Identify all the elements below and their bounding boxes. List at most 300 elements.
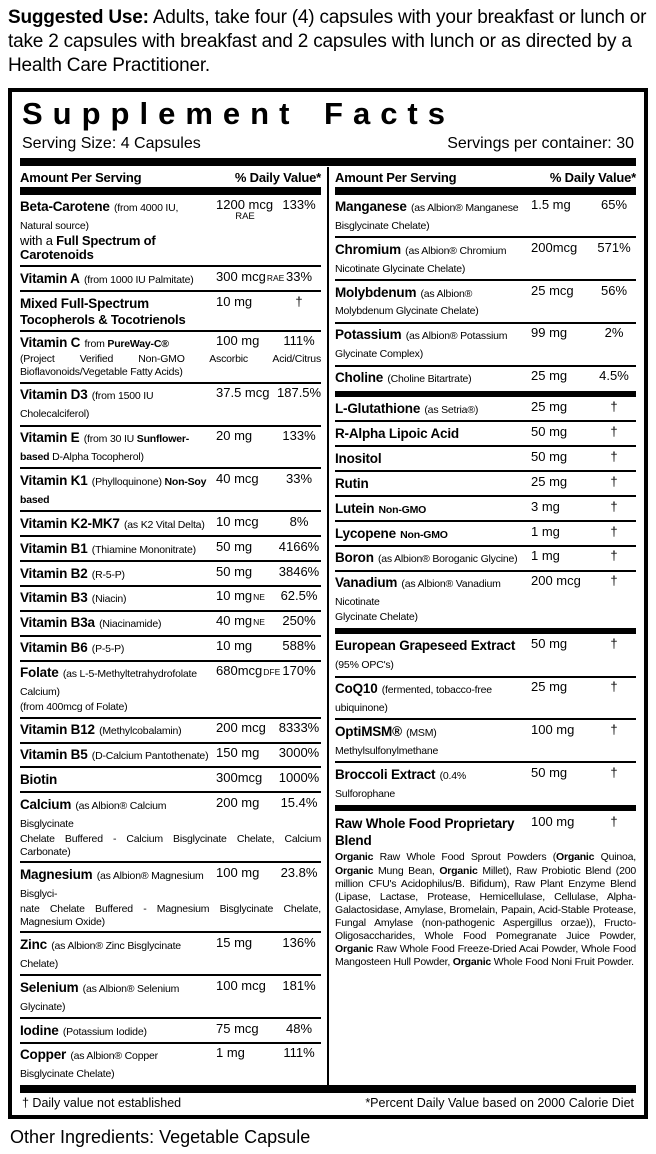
ingredient-amount-cell	[216, 565, 274, 580]
daily-value: †	[610, 523, 618, 539]
ingredient-amount: 50 mg	[531, 448, 568, 464]
ingredient-name: Broccoli Extract	[335, 766, 436, 782]
ingredient-name-cell	[335, 369, 528, 387]
ingredient-row	[335, 445, 636, 470]
ingredient-amount: 100 mg	[216, 333, 260, 349]
ingredient-row	[20, 467, 321, 510]
daily-value: 250%	[282, 613, 316, 629]
ingredient-name-cell	[335, 815, 528, 851]
ingredient-name-line2: Tocopherols & Tocotrienols	[20, 311, 186, 327]
ingredient-note: from PureWay-C®	[84, 338, 169, 351]
ingredient-amount-cell	[216, 334, 274, 349]
ingredient-amount-cell	[216, 589, 274, 604]
daily-value-header: % Daily Value*	[234, 170, 321, 186]
ingredient-name: Vitamin B12	[20, 722, 95, 738]
ingredient-amount-cell	[531, 815, 589, 830]
ingredient-amount: 10 mg	[216, 638, 253, 654]
ingredient-row	[20, 382, 321, 425]
divider-bar-bottom	[20, 1085, 636, 1093]
ingredient-row	[335, 570, 636, 627]
daily-value: 62.5%	[280, 588, 318, 604]
ingredient-note: (as Albion® Magnesium Bisglyci-	[20, 869, 204, 900]
ingredient-amount: 10 mcg	[216, 513, 259, 529]
ingredient-note: Non-GMO	[378, 503, 427, 516]
ingredient-row	[20, 742, 321, 767]
ingredient-amount: 300 mcg	[216, 268, 266, 284]
daily-value: †	[610, 423, 618, 439]
divider-bar-top	[20, 158, 636, 166]
ingredient-amount-cell	[531, 525, 589, 540]
ingredient-name: Vanadium	[335, 575, 398, 591]
ingredient-row	[335, 812, 636, 972]
ingredient-name-cell	[335, 500, 528, 518]
daily-value: 3846%	[278, 563, 320, 579]
daily-value: †	[610, 548, 618, 564]
ingredient-amount: 100 mcg	[216, 977, 266, 993]
ingredient-amount-cell	[531, 637, 589, 652]
ingredient-amount: 300mcg	[216, 769, 263, 785]
ingredient-name-cell	[20, 721, 213, 739]
ingredient-row	[20, 861, 321, 931]
ingredient-amount: 40 mcg	[216, 470, 259, 486]
ingredient-amount: 200 mcg	[216, 720, 266, 736]
left-column-header	[20, 167, 321, 187]
ingredient-amount-cell	[216, 796, 274, 811]
ingredient-name-cell	[335, 425, 528, 443]
daily-value: 8%	[289, 513, 309, 529]
ingredient-name-cell	[20, 771, 213, 789]
ingredient-subnote: Chelate Buffered - Calcium Bisglycinate Chelate, Calcium Carbonate)	[20, 832, 321, 858]
ingredient-name-cell	[20, 1022, 213, 1040]
ingredient-amount: 3 mg	[531, 498, 560, 514]
ingredient-name: Vitamin K2-MK7	[20, 515, 120, 531]
ingredient-amount-cell	[216, 386, 274, 401]
ingredient-amount: 50 mg	[216, 538, 253, 554]
ingredient-note: (Potassium Iodide)	[62, 1025, 147, 1038]
facts-columns	[20, 167, 636, 1084]
ingredient-name: Boron	[335, 550, 374, 566]
ingredient-row	[20, 425, 321, 468]
ingredient-name: Vitamin B1	[20, 540, 88, 556]
ingredient-row	[20, 560, 321, 585]
daily-value: †	[610, 473, 618, 489]
daily-value: 170%	[282, 663, 316, 679]
daily-value: 8333%	[278, 720, 320, 736]
ingredient-name: Selenium	[20, 979, 79, 995]
ingredient-row	[20, 585, 321, 610]
ingredient-row	[20, 510, 321, 535]
ingredient-amount: 25 mcg	[531, 282, 574, 298]
ingredient-row	[20, 1017, 321, 1042]
ingredient-name-cell	[20, 746, 213, 764]
ingredient-name: Potassium	[335, 327, 402, 343]
ingredient-name-cell	[335, 723, 528, 759]
ingredient-note: (as Albion® Potassium Glycinate Complex)	[335, 330, 508, 361]
ingredient-amount-cell	[531, 400, 589, 415]
ingredient-amount-cell	[531, 680, 589, 695]
ingredient-row	[335, 398, 636, 421]
daily-value: †	[610, 764, 618, 780]
ingredient-name-cell	[335, 525, 528, 543]
ingredient-row	[20, 195, 321, 265]
ingredient-amount-cell	[531, 475, 589, 490]
ingredient-amount: 40 mg	[216, 613, 253, 629]
daily-value: †	[610, 399, 618, 415]
daily-value: 136%	[282, 934, 316, 950]
ingredient-name: Folate	[20, 665, 59, 681]
ingredient-note: (Niacinamide)	[99, 618, 162, 631]
right-column-header	[335, 167, 636, 187]
ingredient-note: (Niacin)	[91, 593, 127, 606]
ingredient-name-cell	[335, 326, 528, 362]
suggested-use-label: Suggested Use:	[8, 7, 149, 28]
daily-value: †	[610, 679, 618, 695]
ingredient-name: OptiMSM®	[335, 723, 402, 739]
ingredient-amount-cell	[531, 766, 589, 781]
ingredient-note: (as Albion® Calcium Bisglycinate	[20, 799, 167, 830]
ingredient-amount: 150 mg	[216, 745, 260, 761]
ingredient-note: (Thiamine Mononitrate)	[91, 543, 196, 556]
daily-value: 3000%	[278, 745, 320, 761]
right-column-rows	[335, 195, 636, 972]
ingredient-name-cell	[335, 475, 528, 493]
ingredient-note: (fermented, tobacco-free ubiquinone)	[335, 684, 492, 715]
ingredient-name: Chromium	[335, 241, 401, 257]
ingredient-row	[20, 660, 321, 717]
ingredient-name-cell	[20, 639, 213, 657]
ingredient-name-cell	[20, 664, 213, 700]
ingredient-name-cell	[335, 284, 528, 320]
ingredient-row	[20, 610, 321, 635]
ingredient-name: Vitamin B5	[20, 747, 88, 763]
ingredient-name-cell	[20, 796, 213, 832]
ingredient-name-cell	[20, 979, 213, 1015]
daily-value: 48%	[285, 1020, 313, 1036]
ingredient-amount-cell	[531, 198, 589, 213]
ingredient-name-cell	[20, 515, 213, 533]
ingredient-amount-cell	[531, 723, 589, 738]
ingredient-note: Non-GMO	[400, 528, 448, 541]
ingredient-row	[335, 718, 636, 761]
ingredient-name: Vitamin D3	[20, 387, 88, 403]
ingredient-note: (from 4000 IU, Natural source)	[20, 201, 179, 232]
ingredient-note: (Choline Bitartrate)	[387, 373, 472, 386]
ingredient-name: Vitamin B6	[20, 640, 88, 656]
daily-value-header: % Daily Value*	[549, 170, 636, 186]
ingredient-name: R-Alpha Lipoic Acid	[335, 425, 459, 441]
ingredient-amount-cell	[216, 979, 274, 994]
daily-value: 111%	[283, 1045, 315, 1061]
amount-per-serving-header: Amount Per Serving	[20, 170, 142, 186]
ingredient-subnote: (Project Verified Non-GMO Ascorbic Acid/Citrus Bioflavonoids/Vegetable Fatty Acids)	[20, 353, 321, 379]
ingredient-amount: 10 mg	[216, 588, 253, 604]
daily-value: 1000%	[278, 769, 320, 785]
ingredient-name-cell	[335, 400, 528, 418]
ingredient-amount-cell	[216, 429, 274, 444]
daily-value: 111%	[283, 333, 315, 349]
daily-value: 33%	[285, 470, 313, 486]
ingredient-row	[20, 330, 321, 382]
servings-per-container: Servings per container: 30	[447, 135, 634, 153]
ingredient-note: (95% OPC's)	[335, 659, 394, 672]
ingredient-name: Vitamin B2	[20, 565, 88, 581]
ingredient-row	[20, 535, 321, 560]
ingredient-row	[335, 520, 636, 545]
footnote-dagger: † Daily value not established	[22, 1095, 182, 1110]
ingredient-note: (Phylloquinone) Non-Soy based	[20, 475, 207, 506]
daily-value: 56%	[600, 282, 628, 298]
ingredient-note: (as Albion® Boroganic Glycine)	[378, 553, 518, 566]
daily-value: 33%	[285, 268, 313, 284]
ingredient-amount: 15 mg	[216, 934, 253, 950]
ingredient-row	[20, 766, 321, 791]
daily-value: 181%	[282, 977, 316, 993]
ingredient-amount-cell	[216, 1046, 274, 1061]
ingredient-row	[20, 931, 321, 974]
section-divider-bar	[335, 391, 636, 397]
ingredient-amount: 1.5 mg	[531, 196, 571, 212]
ingredient-amount-cell	[531, 574, 589, 589]
daily-value: 15.4%	[280, 794, 318, 810]
right-column	[329, 167, 636, 1084]
ingredient-note: (as Albion® Selenium Glycinate)	[20, 982, 180, 1013]
ingredient-name-cell	[20, 614, 213, 632]
ingredient-note: (as Albion® Molybdenum Glycinate Chelate)	[335, 287, 479, 318]
ingredient-amount: 1 mg	[531, 523, 560, 539]
ingredient-name: Mixed Full-Spectrum	[20, 295, 149, 311]
ingredient-note: (D-Calcium Pantothenate)	[91, 750, 209, 763]
ingredient-name-cell	[335, 637, 528, 673]
ingredient-amount-cell	[531, 241, 589, 256]
ingredient-amount: 10 mg	[216, 293, 253, 309]
ingredient-name: Vitamin B3a	[20, 615, 95, 631]
footnote-percent-dv: *Percent Daily Value based on 2000 Calorie Diet	[365, 1095, 634, 1110]
ingredient-amount-cell	[216, 663, 281, 679]
daily-value: 571%	[597, 239, 631, 255]
ingredient-row	[335, 470, 636, 495]
daily-value: 133%	[282, 196, 316, 212]
ingredient-amount-cell	[531, 549, 589, 564]
ingredient-note: (as Albion® Manganese Bisglycinate Chelate)	[335, 201, 519, 232]
ingredient-amount-cell	[216, 936, 274, 951]
ingredient-row	[335, 236, 636, 279]
ingredient-name: Lutein	[335, 500, 375, 516]
ingredient-subnote: (from 400mcg of Folate)	[20, 700, 128, 713]
ingredient-subnote: Organic Raw Whole Food Sprout Powders (Organic Quinoa, Organic Mung Bean, Organic Millet), Raw Probiotic Blend (200 million CFU's Acidophilus/B. Bifidum), Raw Plant Enzyme Blend (Lipase, Lactase, Protease, Hemicellulase, Cellulase, Alpha-Galactosidase, Amylase, Bromelain, Papain, Acid-Stable Protease, Fungal Amylase (non-pathogenic Aspergillus orzae)), Fructo-Oligosaccharides, Whole Food Pomegranate Juice Powder, Organic Raw Whole Food Freeze-Dried Acai Powder, Whole Food Mangosteen Hull Powder, Organic Whole Food Noni Fruit Powder.	[335, 851, 636, 969]
daily-value: †	[610, 573, 618, 589]
ingredient-note: (MSM) Methylsulfonylmethane	[335, 726, 439, 757]
ingredient-row	[20, 974, 321, 1017]
ingredient-note: (0.4% Sulforophane	[335, 769, 467, 800]
ingredient-amount: 99 mg	[531, 325, 568, 341]
ingredient-row	[335, 195, 636, 236]
ingredient-subnote: Glycinate Chelate)	[335, 611, 418, 624]
ingredient-amount-cell	[216, 540, 274, 555]
ingredient-name-cell	[335, 241, 528, 277]
amount-unit-suffix: DFE	[263, 667, 281, 678]
ingredient-name-cell	[335, 198, 528, 234]
daily-value: 2%	[604, 325, 624, 341]
daily-value: 4166%	[278, 538, 320, 554]
ingredient-name: Vitamin B3	[20, 590, 88, 606]
ingredient-note: (P-5-P)	[91, 643, 125, 656]
ingredient-amount-cell	[531, 425, 589, 440]
ingredient-row	[335, 495, 636, 520]
ingredient-note: (as K2 Vital Delta)	[123, 518, 205, 531]
ingredient-name-cell	[20, 589, 213, 607]
ingredient-name: Calcium	[20, 796, 72, 812]
ingredient-note: (as Albion® Copper Bisglycinate Chelate)	[20, 1050, 158, 1081]
ingredient-name: Molybdenum	[335, 284, 417, 300]
ingredient-name: Rutin	[335, 475, 369, 491]
ingredient-note: (from 30 IU Sunflower-based D-Alpha Tocopherol)	[20, 433, 190, 464]
ingredient-amount-cell	[531, 500, 589, 515]
amount-unit-suffix: NE	[253, 592, 265, 603]
ingredient-row	[335, 279, 636, 322]
ingredient-name-cell	[20, 866, 213, 902]
ingredient-amount-cell	[216, 771, 274, 786]
ingredient-amount: 20 mg	[216, 428, 253, 444]
ingredient-name-cell	[20, 1046, 213, 1082]
ingredient-amount: 100 mg	[216, 864, 260, 880]
ingredient-name: Vitamin K1	[20, 472, 88, 488]
ingredient-amount-cell	[216, 746, 274, 761]
ingredient-name: Vitamin A	[20, 270, 80, 286]
ingredient-name-cell	[335, 766, 528, 802]
ingredient-name: L-Glutathione	[335, 401, 421, 417]
ingredient-amount: 50 mg	[531, 764, 568, 780]
amount-unit-below: RAE	[235, 211, 255, 223]
daily-value: †	[610, 498, 618, 514]
ingredient-amount-cell	[216, 472, 274, 487]
ingredient-name: Beta-Carotene	[20, 198, 110, 214]
ingredient-subnote: nate Chelate Buffered - Magnesium Bisglycinate Chelate, Magnesium Oxide)	[20, 902, 321, 928]
ingredient-amount-cell	[216, 866, 274, 881]
ingredient-amount-cell	[531, 369, 589, 384]
ingredient-name: Choline	[335, 370, 384, 386]
serving-size: Serving Size: 4 Capsules	[22, 135, 201, 153]
ingredient-amount-cell	[216, 614, 274, 629]
ingredient-name: Lycopene	[335, 525, 396, 541]
ingredient-amount: 680mcg	[216, 663, 263, 679]
ingredient-amount-cell	[216, 268, 285, 285]
ingredient-note: (Methylcobalamin)	[99, 725, 182, 738]
amount-unit-suffix: RAE	[266, 272, 285, 283]
section-divider-bar	[335, 805, 636, 811]
ingredient-amount: 100 mg	[531, 721, 575, 737]
ingredient-row	[335, 322, 636, 365]
ingredient-amount: 100 mg	[531, 813, 575, 829]
suggested-use-text	[8, 6, 648, 78]
ingredient-amount-cell	[531, 326, 589, 341]
ingredient-amount: 25 mg	[531, 368, 568, 384]
ingredient-name-cell	[20, 429, 213, 465]
ingredient-amount-cell	[531, 284, 589, 299]
ingredient-amount: 1 mg	[216, 1045, 245, 1061]
ingredient-name-cell	[335, 680, 528, 716]
ingredient-amount: 50 mg	[216, 563, 253, 579]
ingredient-name-cell	[335, 574, 528, 610]
ingredient-amount-cell	[216, 721, 274, 736]
ingredient-note: (as L-5-Methyltetrahydrofolate Calcium)	[20, 668, 197, 699]
ingredient-amount-cell	[216, 295, 274, 310]
ingredient-amount-cell	[216, 515, 274, 530]
ingredient-amount: 37.5 mcg	[216, 385, 270, 401]
daily-value: 133%	[282, 428, 316, 444]
ingredient-row	[20, 635, 321, 660]
ingredient-name: CoQ10	[335, 681, 378, 697]
ingredient-amount: 25 mg	[531, 679, 568, 695]
ingredient-row	[20, 717, 321, 742]
ingredient-note: (from 1500 IU Cholecalciferol)	[20, 390, 154, 421]
panel-title: Supplement Facts	[22, 96, 455, 132]
ingredient-note: (as Setria®)	[424, 404, 479, 417]
ingredient-name: Manganese	[335, 198, 407, 214]
amount-unit-suffix: NE	[253, 617, 265, 628]
ingredient-amount: 200 mcg	[531, 573, 581, 589]
ingredient-name-cell	[20, 295, 213, 327]
ingredient-row	[335, 635, 636, 676]
ingredient-name-line2: with a Full Spectrum of Carotenoids	[20, 232, 156, 263]
daily-value: 23.8%	[280, 864, 318, 880]
ingredient-name: Biotin	[20, 771, 58, 787]
ingredient-name-cell	[20, 936, 213, 972]
ingredient-row	[20, 265, 321, 290]
ingredient-name: Raw Whole Food Proprietary Blend	[335, 815, 515, 849]
ingredient-amount-cell	[531, 450, 589, 465]
ingredient-name: Vitamin C	[20, 335, 81, 351]
ingredient-row	[20, 791, 321, 861]
ingredient-amount: 25 mg	[531, 399, 568, 415]
ingredient-name: Copper	[20, 1047, 67, 1063]
ingredient-note: (as Albion® Zinc Bisglycinate Chelate)	[20, 939, 181, 970]
ingredient-name-cell	[335, 450, 528, 468]
column-header-bar	[20, 187, 321, 195]
ingredient-note: (as Albion® Chromium Nicotinate Glycinate Chelate)	[335, 244, 507, 275]
ingredient-name-cell	[20, 540, 213, 558]
amount-per-serving-header: Amount Per Serving	[335, 170, 457, 186]
ingredient-amount-cell	[216, 639, 274, 654]
ingredient-amount: 50 mg	[531, 423, 568, 439]
ingredient-note: (R-5-P)	[91, 568, 125, 581]
supplement-facts-panel	[8, 88, 648, 1118]
left-column-rows	[20, 195, 321, 1084]
section-divider-bar	[335, 628, 636, 634]
ingredient-note: (as Albion® Vanadium Nicotinate	[335, 578, 501, 609]
ingredient-name-cell	[20, 198, 213, 263]
ingredient-name-cell	[335, 549, 528, 567]
ingredient-name-cell	[20, 334, 213, 352]
daily-value: 4.5%	[599, 368, 629, 384]
daily-value: 588%	[282, 638, 316, 654]
ingredient-name: Zinc	[20, 936, 47, 952]
ingredient-row	[20, 290, 321, 329]
ingredient-row	[335, 676, 636, 719]
ingredient-name: European Grapeseed Extract	[335, 638, 516, 654]
ingredient-amount: 200 mg	[216, 794, 260, 810]
ingredient-amount: 1 mg	[531, 548, 560, 564]
ingredient-row	[20, 1042, 321, 1085]
ingredient-name-cell	[20, 472, 213, 508]
column-header-bar	[335, 187, 636, 195]
daily-value: †	[610, 813, 618, 829]
ingredient-amount-cell	[216, 1022, 274, 1037]
ingredient-name: Inositol	[335, 450, 382, 466]
ingredient-amount: 75 mcg	[216, 1020, 259, 1036]
ingredient-name-cell	[20, 270, 213, 288]
ingredient-row	[335, 365, 636, 390]
ingredient-amount: 50 mg	[531, 636, 568, 652]
